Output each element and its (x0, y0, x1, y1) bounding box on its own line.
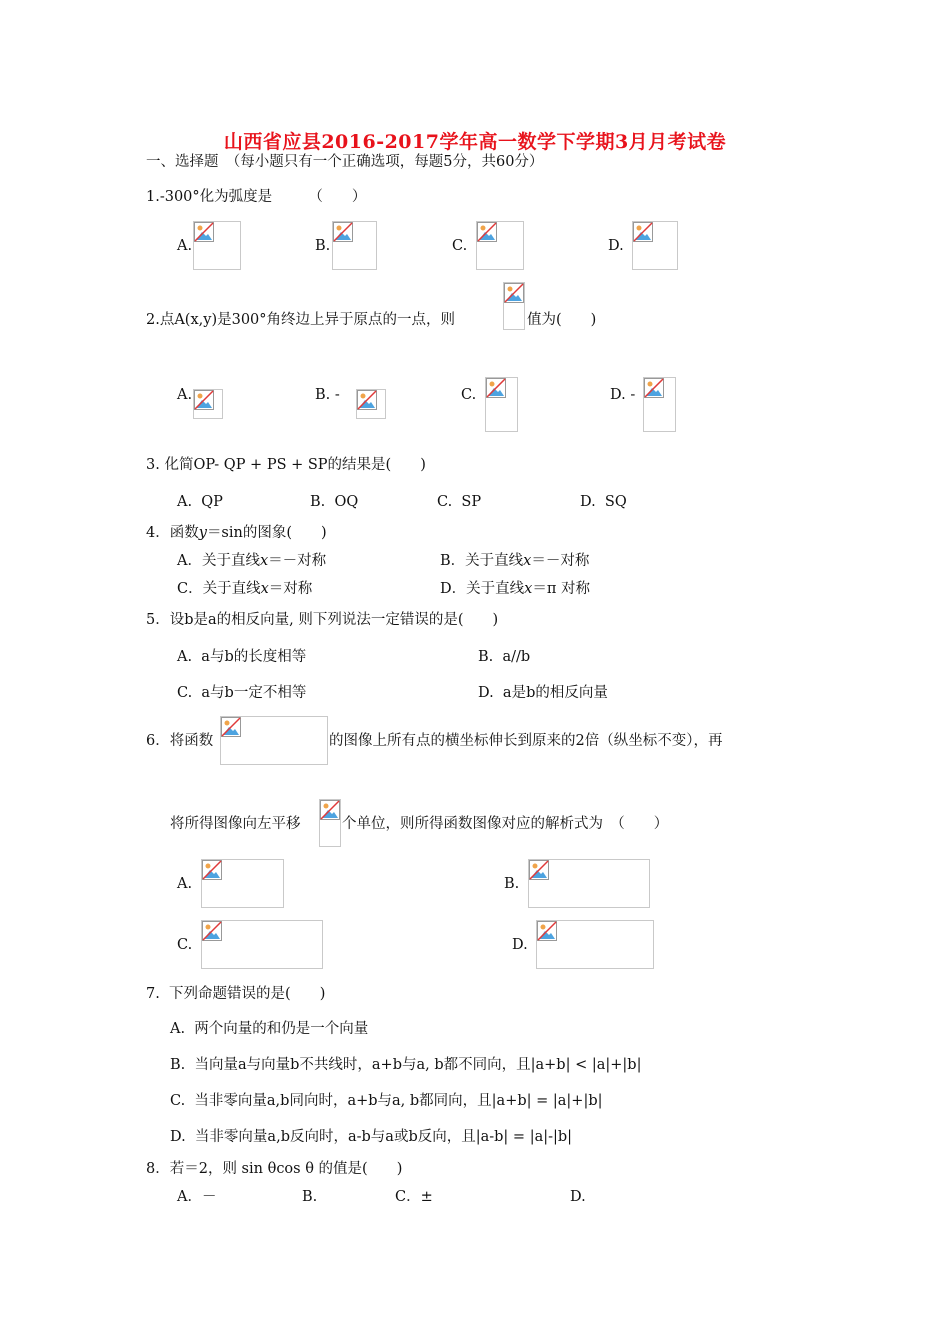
broken-image-icon (221, 717, 241, 737)
q1-option-a-image (193, 221, 241, 270)
q3-option-a: A. QP (177, 494, 223, 510)
broken-image-icon (202, 860, 222, 880)
broken-image-icon (644, 378, 664, 398)
q3-option-c: C. SP (437, 494, 482, 510)
q1-option-c-image (476, 221, 524, 270)
broken-image-icon (320, 800, 340, 820)
q2-option-a: A. (177, 387, 193, 403)
q6-option-a-image (201, 859, 284, 908)
q6-option-b: B. (504, 876, 520, 892)
question-6-stem: 6．将函数 (146, 733, 214, 749)
question-1-stem: 1.-300°化为弧度是 （ ） (146, 189, 367, 205)
broken-image-icon (202, 921, 222, 941)
broken-image-icon (537, 921, 557, 941)
q2-option-b-image (356, 389, 386, 419)
q1-option-b-image (332, 221, 377, 270)
q2-option-c: C. (461, 387, 477, 403)
q1-option-b: B. (315, 238, 331, 254)
broken-image-icon (333, 222, 353, 242)
q2-option-a-image (193, 389, 223, 419)
q8-option-d: D. (570, 1189, 586, 1205)
broken-image-icon (477, 222, 497, 242)
q6-function-image (220, 716, 328, 765)
q6-option-c-image (201, 920, 323, 969)
q5-option-d: D. a是b的相反向量 (478, 685, 608, 701)
broken-image-icon (633, 222, 653, 242)
section-heading: 一、选择题 （每小题只有一个正确选项，每题5分，共60分） (146, 154, 544, 170)
q7-option-a: A. 两个向量的和仍是一个向量 (170, 1021, 369, 1037)
q8-option-b: B. (302, 1189, 318, 1205)
q4-option-c: C．关于直线x＝对称 (177, 581, 313, 597)
q7-option-d: D. 当非零向量a,b反向时，a-b与a或b反向，且|a-b| = |a|-|b| (170, 1129, 573, 1145)
q8-option-a: A．－ (177, 1189, 217, 1205)
question-3-stem: 3. 化简OP- QP + PS + SP的结果是( ) (146, 457, 426, 473)
q2-option-d: D. - (610, 387, 636, 403)
q2-stem-image (503, 282, 525, 330)
q3-option-d: D. SQ (580, 494, 627, 510)
question-5-stem: 5．设b是a的相反向量, 则下列说法一定错误的是( ) (146, 612, 499, 628)
page-title: 山西省应县2016-2017学年高一数学下学期3月月考试卷 (223, 131, 727, 153)
q7-option-c: C. 当非零向量a,b同向时，a+b与a, b都同向，且|a+b| = |a|+|b| (170, 1093, 603, 1109)
q5-option-b: B. a//b (478, 649, 531, 665)
question-8-stem: 8．若＝2，则 sin θcos θ 的值是( ) (146, 1161, 403, 1177)
q6-option-c: C. (177, 937, 193, 953)
question-6-stem-b: 的图像上所有点的横坐标伸长到原来的2倍（纵坐标不变），再 (329, 733, 723, 749)
question-2-stem: 2.点A(x,y)是300°角终边上异于原点的一点，则 (146, 312, 456, 328)
q7-option-b: B. 当向量a与向量b不共线时，a+b与a, b都不同向，且|a+b| < |a|+|b| (170, 1057, 642, 1073)
question-6-stem-c: 将所得图像向左平移 (170, 816, 301, 832)
q8-option-c: C．± (395, 1189, 433, 1205)
q4-option-d: D．关于直线x＝π 对称 (440, 581, 590, 597)
q6-shift-image (319, 799, 341, 847)
q2-option-c-image (485, 377, 518, 432)
broken-image-icon (194, 390, 214, 410)
q5-option-a: A. a与b的长度相等 (177, 649, 307, 665)
q3-option-b: B. OQ (310, 494, 359, 510)
q6-option-d: D. (512, 937, 528, 953)
q1-option-c: C. (452, 238, 468, 254)
broken-image-icon (529, 860, 549, 880)
q6-option-a: A. (177, 876, 193, 892)
q2-option-b: B. - (315, 387, 340, 403)
question-2-stem-tail: 值为( ) (527, 312, 597, 328)
q4-option-a: A．关于直线x＝－对称 (177, 553, 327, 569)
q1-option-d-image (632, 221, 678, 270)
broken-image-icon (486, 378, 506, 398)
question-6-stem-d: 个单位，则所得函数图像对应的解析式为 （ ） (342, 816, 669, 832)
question-4-stem: 4．函数y＝sin的图象( ) (146, 525, 327, 541)
broken-image-icon (357, 390, 377, 410)
q6-option-b-image (528, 859, 650, 908)
q4-option-b: B．关于直线x＝－对称 (440, 553, 590, 569)
q1-option-a: A. (177, 238, 193, 254)
question-7-stem: 7. 下列命题错误的是( ) (146, 986, 326, 1002)
q5-option-c: C. a与b一定不相等 (177, 685, 307, 701)
broken-image-icon (194, 222, 214, 242)
q1-option-d: D. (608, 238, 624, 254)
q2-option-d-image (643, 377, 676, 432)
broken-image-icon (504, 283, 524, 303)
q6-option-d-image (536, 920, 654, 969)
